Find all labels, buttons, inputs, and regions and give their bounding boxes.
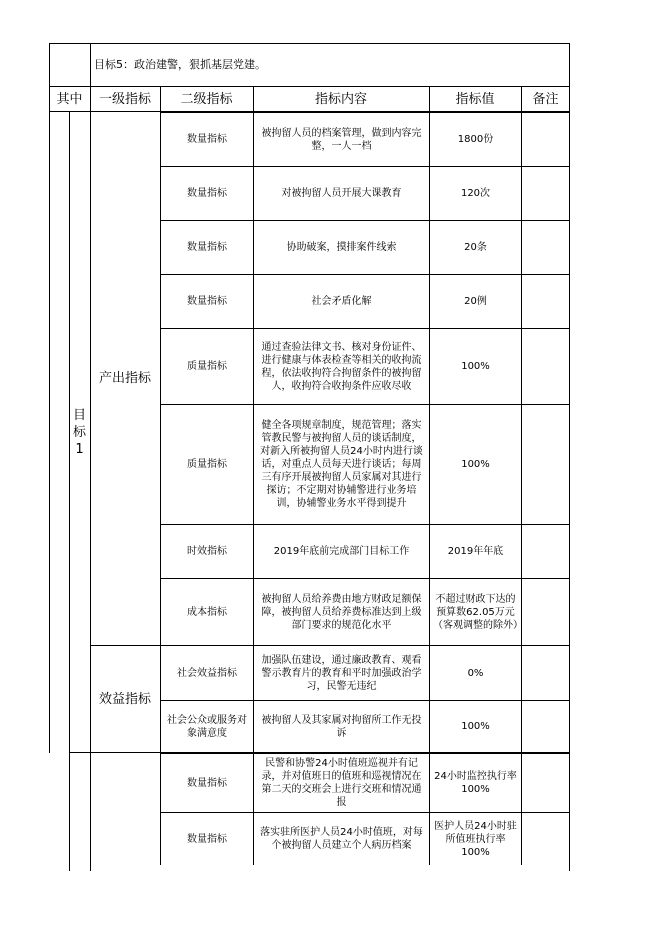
section1-row-4-level2: 数量指标 — [160, 274, 253, 328]
section1-row-3-note — [521, 220, 570, 274]
section1-row-9-value: 0% — [429, 645, 521, 700]
section1-row-2-content: 对被拘留人员开展大课教育 — [253, 166, 429, 220]
section1-row-9-note — [521, 645, 570, 700]
section1-row-3-value: 20条 — [429, 220, 521, 274]
section1-row-4-content: 社会矛盾化解 — [253, 274, 429, 328]
section1-row-4-note — [521, 274, 570, 328]
header-content: 指标内容 — [314, 91, 367, 107]
section1-row-10-value: 100% — [429, 700, 521, 753]
section1-row-7-value: 2019年年底 — [429, 524, 521, 578]
section1-row-1-note — [521, 112, 570, 166]
section1-row-2-level2: 数量指标 — [160, 166, 253, 220]
section1-row-5-note — [521, 328, 570, 404]
section1-row-7-level2: 时效指标 — [160, 524, 253, 578]
section2-row-2-note — [521, 812, 570, 865]
section2-row-1-value: 24小时监控执行率100% — [429, 753, 521, 812]
section1-row-9-level2: 社会效益指标 — [160, 645, 253, 700]
level1-benefit: 效益指标 — [98, 691, 151, 707]
goal-title: 目标5：政治建警，狠抓基层党建。 — [94, 58, 266, 71]
section1-row-10-content: 被拘留人及其家属对拘留所工作无投诉 — [253, 700, 429, 753]
section1-row-2-note — [521, 166, 570, 220]
section1-row-6-level2: 质量指标 — [160, 404, 253, 524]
section1-row-7-note — [521, 524, 570, 578]
section1-row-8-value: 不超过财政下达的预算数62.05万元（客观调整的除外） — [429, 578, 521, 645]
section1-row-10-note — [521, 700, 570, 753]
header-level2: 二级指标 — [180, 91, 233, 107]
section1-row-10-level2: 社会公众或服务对象满意度 — [160, 700, 253, 753]
section2-row-1-note — [521, 753, 570, 812]
section1-row-8-level2: 成本指标 — [160, 578, 253, 645]
section1-row-5-value: 100% — [429, 328, 521, 404]
section1-row-9-content: 加强队伍建设，通过廉政教育、观看警示教育片的教育和平时加强政治学习，民警无违纪 — [253, 645, 429, 700]
header-qizhong: 其中 — [56, 91, 83, 107]
section1-row-8-note — [521, 578, 570, 645]
section1-row-3-content: 协助破案，摸排案件线索 — [253, 220, 429, 274]
section1-row-8-content: 被拘留人员给养费由地方财政足额保障，被拘留人员给养费标准达到上级部门要求的规范化水平 — [253, 578, 429, 645]
header-level1: 一级指标 — [98, 91, 151, 107]
section1-row-4-value: 20例 — [429, 274, 521, 328]
section2-row-2-content: 落实驻所医护人员24小时值班，对每个被拘留人员建立个人病历档案 — [253, 812, 429, 865]
section1-row-1-value: 1800份 — [429, 112, 521, 166]
section1-row-2-value: 120次 — [429, 166, 521, 220]
section1-row-6-content: 健全各项规章制度，规范管理；落实管教民警与被拘留人员的谈话制度，对新入所被拘留人员24小时内进行谈话，对重点人员每天进行谈话；每周三有序开展被拘留人员家属对其进行探访；不定期对协辅警进行业务培训，协辅警业务水平得到提升 — [253, 404, 429, 524]
section2-row-2-value: 医护人员24小时驻所值班执行率100% — [429, 812, 521, 865]
goal-1-label: 目标1 — [72, 408, 86, 457]
header-note: 备注 — [532, 91, 559, 107]
section1-row-5-content: 通过查验法律文书、核对身份证件、进行健康与体表检查等相关的收拘流程，依法收拘符合拘留条件的被拘留人，收拘符合收拘条件应收尽收 — [253, 328, 429, 404]
section1-row-1-level2: 数量指标 — [160, 112, 253, 166]
section1-row-7-content: 2019年底前完成部门目标工作 — [253, 524, 429, 578]
outer-left-border — [49, 112, 50, 753]
section2-row-2-level2: 数量指标 — [160, 812, 253, 865]
section2-row-1-content: 民警和协警24小时值班巡视并有记录，并对值班日的值班和巡视情况在第二天的交班会上进行交班和情况通报 — [253, 753, 429, 812]
section1-row-6-value: 100% — [429, 404, 521, 524]
section1-row-1-content: 被拘留人员的档案管理，做到内容完整，一人一档 — [253, 112, 429, 166]
section2-row-1-level2: 数量指标 — [160, 753, 253, 812]
goal-1-label-cell — [69, 112, 90, 753]
level1-output: 产出指标 — [98, 371, 151, 386]
header-value: 指标值 — [455, 91, 495, 107]
section1-row-5-level2: 质量指标 — [160, 328, 253, 404]
section1-row-6-note — [521, 404, 570, 524]
section1-row-3-level2: 数量指标 — [160, 220, 253, 274]
